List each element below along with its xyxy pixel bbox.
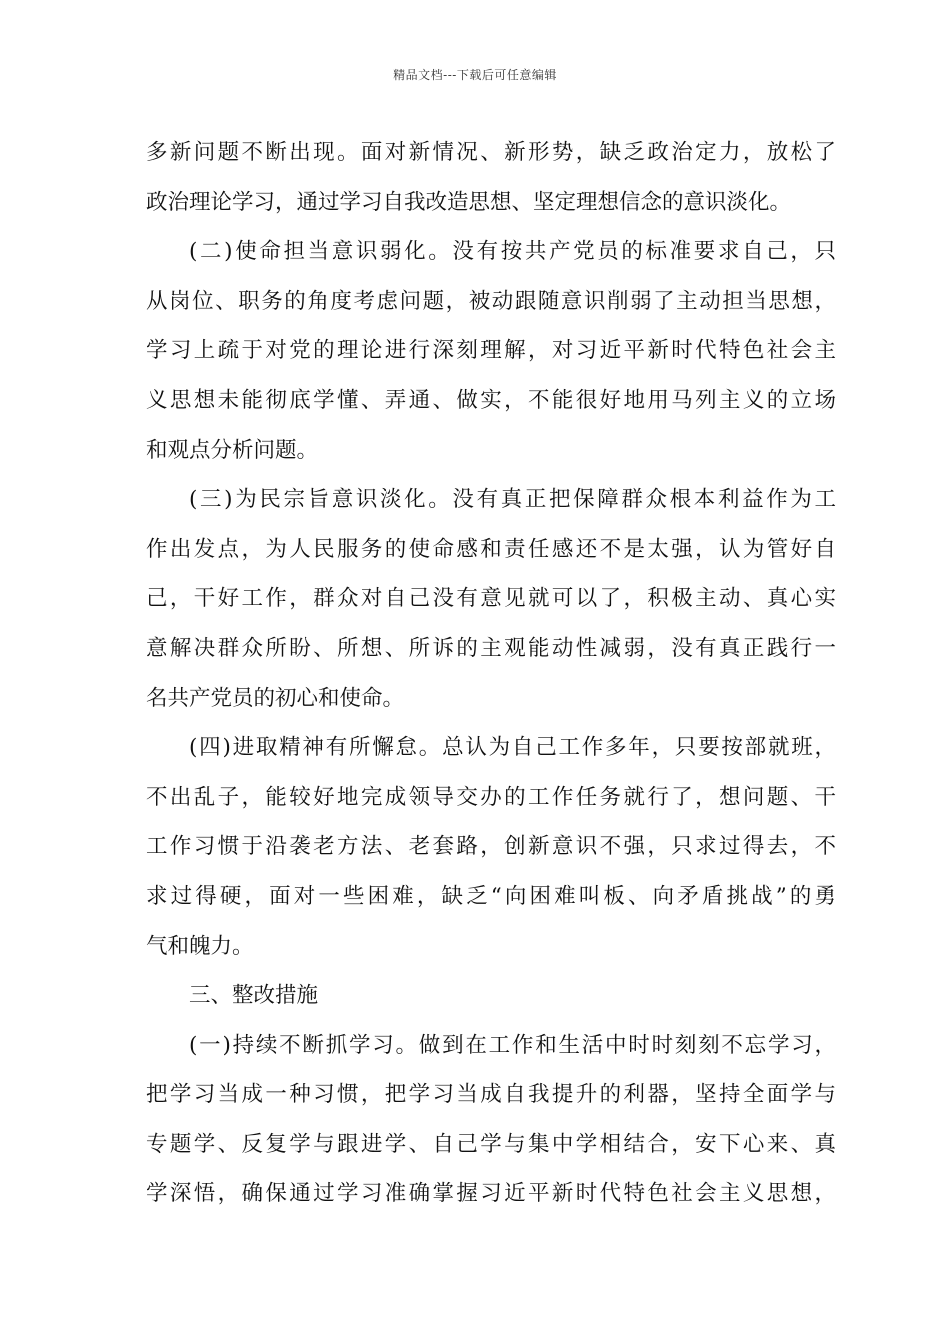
document-body (146, 128, 836, 1219)
text-line: 多新问题不断出现。面对新情况、新形势，缺乏政治定力，放松了 (146, 140, 836, 165)
text-line: 意解决群众所盼、所想、所诉的主观能动性减弱，没有真正践行一 (146, 635, 836, 661)
paragraph-start-line: (三)为民宗旨意识淡化。没有真正把保障群众根本利益作为工 (189, 487, 836, 513)
text-line: 不出乱子，能较好地完成领导交办的工作任务就行了，想问题、干 (146, 784, 836, 810)
text-line: 和观点分析问题。 (146, 437, 319, 463)
text-line: 政治理论学习，通过学习自我改造思想、坚定理想信念的意识淡化。 (146, 189, 792, 215)
text-line: 工作习惯于沿袭老方法、老套路，创新意识不强，只求过得去，不 (146, 834, 836, 860)
text-line: 把学习当成一种习惯，把学习当成自我提升的利器，坚持全面学与 (146, 1082, 836, 1108)
text-line: 义思想未能彻底学懂、弄通、做实，不能很好地用马列主义的立场 (146, 387, 836, 413)
text-line: 作出发点，为人民服务的使命感和责任感还不是太强，认为管好自 (146, 536, 836, 562)
section-heading: 三、整改措施 (189, 983, 319, 1009)
paragraph-start-line: (四)进取精神有所懈怠。总认为自己工作多年，只要按部就班， (189, 735, 836, 761)
paragraph-start-line: (二)使命担当意识弱化。没有按共产党员的标准要求自己，只 (189, 239, 836, 265)
text-line: 名共产党员的初心和使命。 (146, 685, 405, 711)
text-line: 求过得硬，面对一些困难，缺乏“向困难叫板、向矛盾挑战”的勇 (146, 883, 836, 909)
text-line: 从岗位、职务的角度考虑问题，被动跟随意识削弱了主动担当思想， (146, 288, 836, 314)
text-line: 专题学、反复学与跟进学、自己学与集中学相结合，安下心来、真 (146, 1131, 836, 1157)
text-line: 学习上疏于对党的理论进行深刻理解，对习近平新时代特色社会主 (146, 338, 836, 364)
text-line: 气和魄力。 (146, 933, 254, 959)
text-line: 己，干好工作，群众对自己没有意见就可以了，积极主动、真心实 (146, 586, 836, 612)
page-header: 精品文档---下载后可任意编辑 (393, 68, 557, 82)
text-line: 学深悟，确保通过学习准确掌握习近平新时代特色社会主义思想， (146, 1181, 836, 1207)
paragraph-start-line: (一)持续不断抓学习。做到在工作和生活中时时刻刻不忘学习， (189, 1032, 836, 1058)
